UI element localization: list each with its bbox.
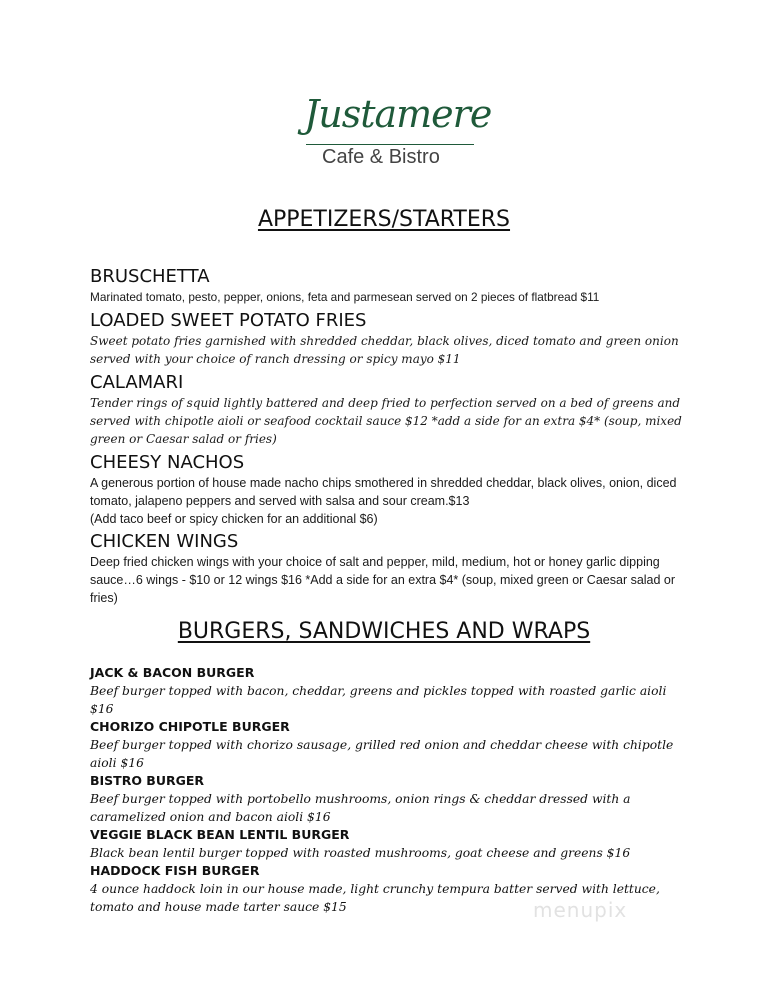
item-description: Marinated tomato, pesto, pepper, onions, feta and parmesean served on 2 pieces of flatbread $11 [90, 290, 600, 304]
item-description: Black bean lentil burger topped with roasted mushrooms, goat cheese and greens $16 [90, 846, 631, 860]
item-description: Deep fried chicken wings with your choice of salt and pepper, mild, medium, hot or honey garlic dipping sauce…6 wings - $10 or 12 wings $16 *Add a side for an extra $4* (soup, mixed green or Caesar salad or fries) [90, 555, 676, 605]
item-name: JACK & BACON BURGER [90, 665, 255, 680]
menu-item-jack-bacon-burger [90, 664, 680, 718]
menu-item-chicken-wings [90, 531, 690, 607]
menu-item-chorizo-chipotle-burger [90, 718, 680, 772]
item-description: Sweet potato fries garnished with shredded cheddar, black olives, diced tomato and green onion served with your choice of ranch dressing or spicy mayo $11 [90, 334, 679, 366]
menu-item-calamari [90, 372, 690, 448]
item-description: Tender rings of squid lightly battered and deep fried to perfection served on a bed of greens and served with chipotle aioli or seafood cocktail sauce $12 *add a side for an extra $4* (soup, mixed green or Caesar salad or fries) [90, 396, 682, 446]
item-name: HADDOCK FISH BURGER [90, 863, 260, 878]
watermark-logo: menupix [533, 898, 628, 922]
item-name: CHORIZO CHIPOTLE BURGER [90, 719, 290, 734]
item-description: Beef burger topped with portobello mushrooms, onion rings & cheddar dressed with a caramelized onion and bacon aioli $16 [90, 792, 631, 824]
burger-list [90, 664, 680, 916]
item-name: CHICKEN WINGS [90, 531, 239, 552]
item-description: 4 ounce haddock loin in our house made, light crunchy tempura batter served with lettuce, tomato and house made tarter sauce $15 [90, 882, 660, 914]
item-name: BISTRO BURGER [90, 773, 205, 788]
item-name: LOADED SWEET POTATO FRIES [90, 310, 367, 331]
item-note: (Add taco beef or spicy chicken for an additional $6) [90, 512, 378, 526]
logo-script-text: Justamere [304, 92, 492, 136]
appetizers-heading: APPETIZERS/STARTERS [257, 207, 511, 232]
menu-item-bistro-burger [90, 772, 680, 826]
logo-divider [306, 144, 474, 145]
item-name: CHEESY NACHOS [90, 452, 245, 473]
item-name: BRUSCHETTA [90, 266, 210, 287]
item-name: CALAMARI [90, 372, 184, 393]
item-description: Beef burger topped with chorizo sausage, grilled red onion and cheddar cheese with chipotle aioli $16 [90, 738, 674, 770]
restaurant-logo [300, 92, 490, 182]
menu-item-cheesy-nachos [90, 452, 690, 528]
menu-item-veggie-burger [90, 826, 680, 862]
burgers-heading: BURGERS, SANDWICHES AND WRAPS [177, 619, 591, 644]
logo-subtitle: Cafe & Bistro [322, 146, 440, 168]
item-description: A generous portion of house made nacho chips smothered in shredded cheddar, black olives, onion, diced tomato, jalapeno peppers and served with salsa and sour cream.$13 [90, 476, 677, 508]
item-description: Beef burger topped with bacon, cheddar, greens and pickles topped with roasted garlic aioli $16 [90, 684, 667, 716]
menu-item-bruschetta [90, 266, 690, 306]
menu-item-sweet-potato-fries [90, 310, 690, 368]
item-name: VEGGIE BLACK BEAN LENTIL BURGER [90, 827, 350, 842]
